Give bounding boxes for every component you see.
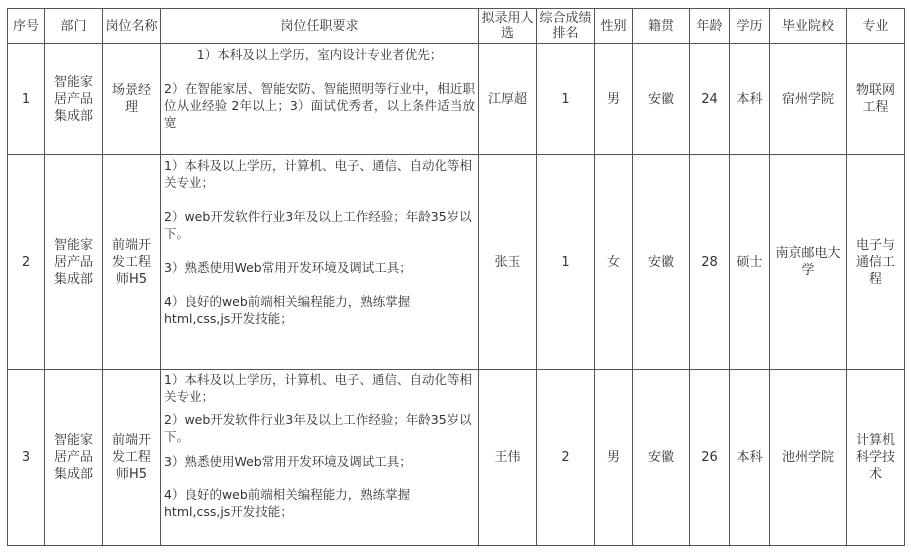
cell-age: 24 xyxy=(690,44,730,155)
header-candidate: 拟录用人选 xyxy=(479,9,537,44)
cell-position: 前端开发工程师H5 xyxy=(103,155,161,370)
cell-origin: 安徽 xyxy=(633,370,690,546)
header-major: 专业 xyxy=(847,9,905,44)
header-dept: 部门 xyxy=(45,9,103,44)
table-row xyxy=(8,155,905,370)
cell-major: 计算机科学技术 xyxy=(847,370,905,546)
cell-gender: 女 xyxy=(595,155,633,370)
cell-degree: 硕士 xyxy=(730,155,770,370)
cell-school: 池州学院 xyxy=(770,370,847,546)
header-no: 序号 xyxy=(8,9,45,44)
table-row xyxy=(8,44,905,155)
requirement-line: 1）本科及以上学历，计算机、电子、通信、自动化等相关专业； xyxy=(164,158,472,190)
requirement-line: 2）web开发软件行业3年及以上工作经验；年龄35岁以下。 xyxy=(164,209,472,241)
cell-requirements xyxy=(161,370,479,546)
header-gender: 性别 xyxy=(595,9,633,44)
cell-rank: 1 xyxy=(537,44,595,155)
cell-major: 物联网工程 xyxy=(847,44,905,155)
cell-school: 宿州学院 xyxy=(770,44,847,155)
requirement-line: 1）本科及以上学历，计算机、电子、通信、自动化等相关专业； xyxy=(164,372,472,404)
cell-candidate: 张玉 xyxy=(479,155,537,370)
cell-no: 3 xyxy=(8,370,45,546)
requirement-line: 2）web开发软件行业3年及以上工作经验；年龄35岁以下。 xyxy=(164,412,472,444)
header-degree: 学历 xyxy=(730,9,770,44)
cell-age: 28 xyxy=(690,155,730,370)
requirement-line: 4）良好的web前端相关编程能力，熟练掌握html,css,js开发技能； xyxy=(164,294,411,326)
cell-degree: 本科 xyxy=(730,44,770,155)
cell-no: 1 xyxy=(8,44,45,155)
cell-rank: 2 xyxy=(537,370,595,546)
cell-school: 南京邮电大学 xyxy=(770,155,847,370)
cell-requirements xyxy=(161,44,479,155)
header-row xyxy=(8,9,905,44)
requirement-line: 4）良好的web前端相关编程能力，熟练掌握html,css,js开发技能； xyxy=(164,487,411,519)
header-requirements: 岗位任职要求 xyxy=(161,9,479,44)
cell-position: 场景经理 xyxy=(103,44,161,155)
cell-dept: 智能家居产品集成部 xyxy=(45,44,103,155)
cell-requirements xyxy=(161,155,479,370)
recruitment-table xyxy=(7,8,905,546)
cell-position: 前端开发工程师H5 xyxy=(103,370,161,546)
cell-dept: 智能家居产品集成部 xyxy=(45,370,103,546)
cell-no: 2 xyxy=(8,155,45,370)
header-school: 毕业院校 xyxy=(770,9,847,44)
cell-origin: 安徽 xyxy=(633,44,690,155)
cell-candidate: 江厚超 xyxy=(479,44,537,155)
cell-dept: 智能家居产品集成部 xyxy=(45,155,103,370)
cell-degree: 本科 xyxy=(730,370,770,546)
header-position: 岗位名称 xyxy=(103,9,161,44)
cell-major: 电子与通信工程 xyxy=(847,155,905,370)
header-rank: 综合成绩排名 xyxy=(537,9,595,44)
requirement-line: 2）在智能家居、智能安防、智能照明等行业中，相近职位从业经验 2年以上；3）面试优秀者，以上条件适当放宽 xyxy=(164,81,475,130)
requirement-line: 3）熟悉使用Web常用开发环境及调试工具； xyxy=(164,454,412,469)
cell-gender: 男 xyxy=(595,370,633,546)
cell-candidate: 王伟 xyxy=(479,370,537,546)
cell-rank: 1 xyxy=(537,155,595,370)
table-row xyxy=(8,370,905,546)
cell-origin: 安徽 xyxy=(633,155,690,370)
requirement-line: 3）熟悉使用Web常用开发环境及调试工具； xyxy=(164,260,412,275)
cell-gender: 男 xyxy=(595,44,633,155)
cell-age: 26 xyxy=(690,370,730,546)
header-age: 年龄 xyxy=(690,9,730,44)
requirement-line: 1）本科及以上学历，室内设计专业者优先； xyxy=(196,47,443,62)
header-origin: 籍贯 xyxy=(633,9,690,44)
